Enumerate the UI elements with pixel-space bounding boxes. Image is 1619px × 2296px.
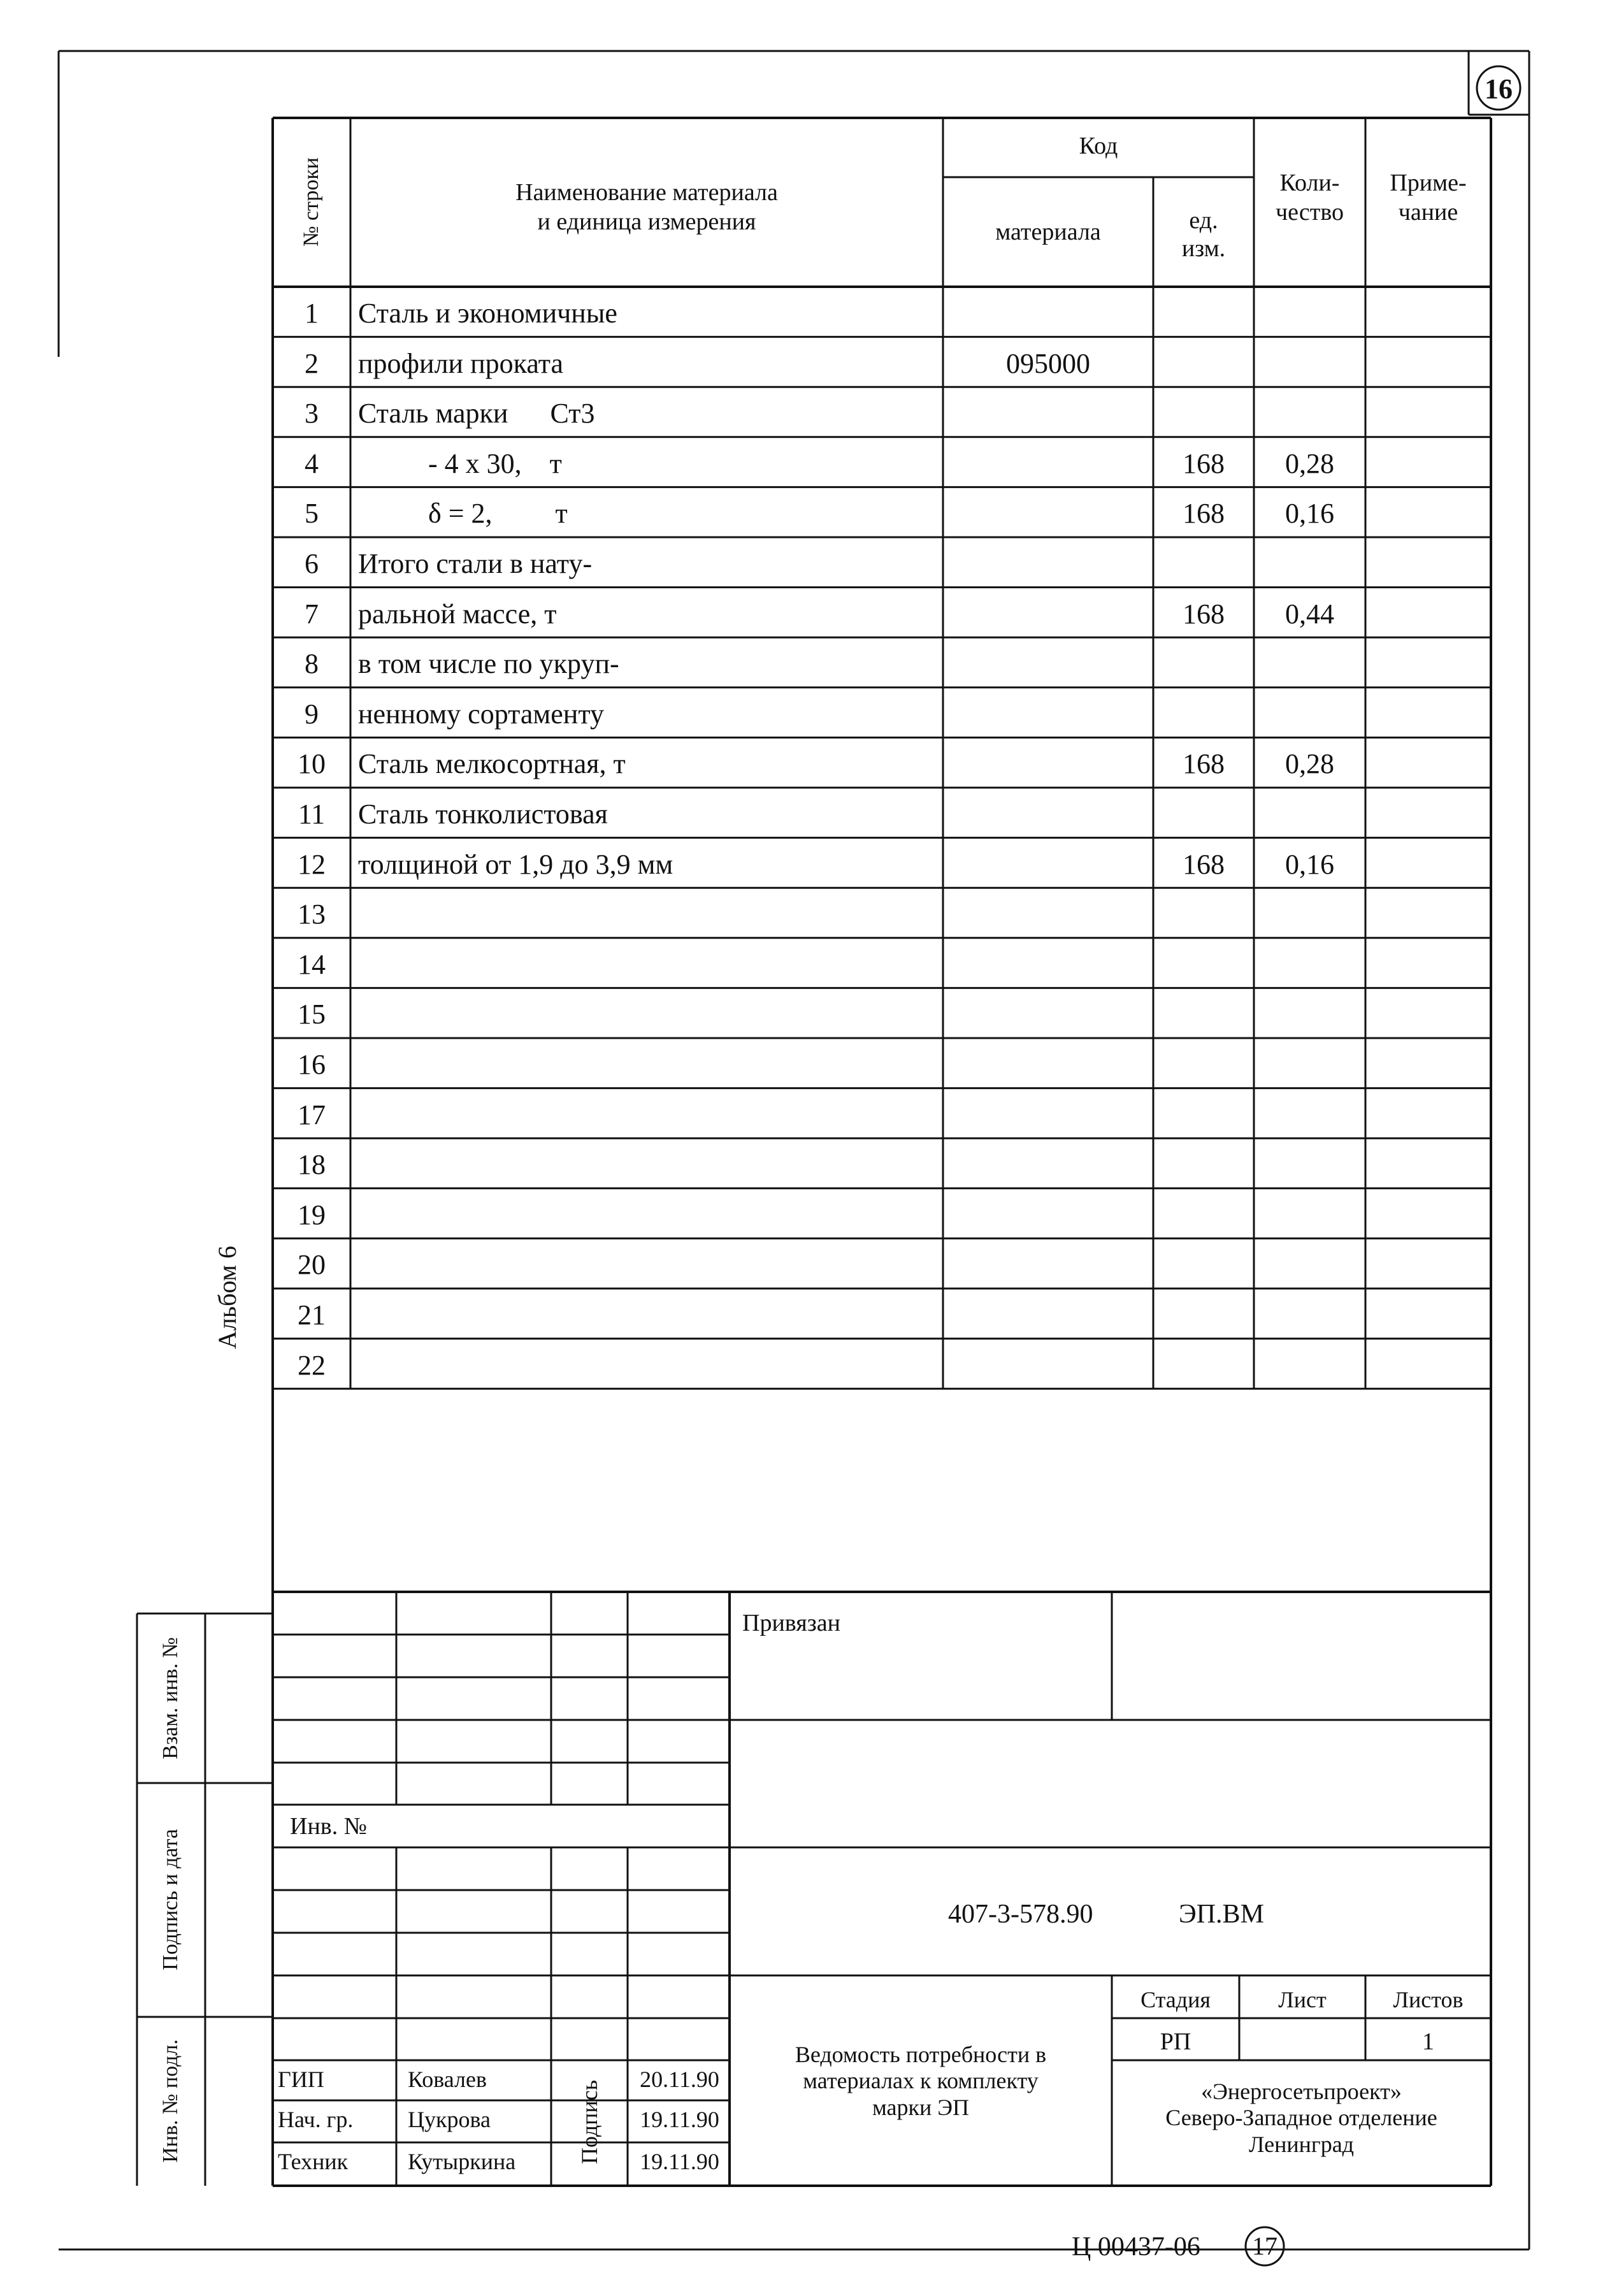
row-quantity: 0,28: [1285, 447, 1334, 479]
row-unit: 168: [1183, 598, 1225, 630]
row-name: профили проката: [358, 347, 564, 379]
header-code: Код: [1079, 133, 1118, 159]
footer-code: Ц 00437-06: [1072, 2232, 1200, 2262]
row-quantity: 0,28: [1285, 748, 1334, 780]
row-number: 22: [298, 1349, 326, 1381]
row-quantity: 0,16: [1285, 848, 1334, 880]
row-unit: 168: [1183, 498, 1225, 530]
row-number: 17: [298, 1099, 326, 1130]
row-name: Сталь мелкосортная, т: [358, 748, 626, 780]
row-number: 3: [305, 398, 319, 430]
row-name: ральной массе, т: [358, 598, 557, 630]
row-number: 6: [305, 548, 319, 579]
row-unit: 168: [1183, 848, 1225, 880]
row-name: ненному сортаменту: [358, 698, 604, 730]
row-number: 2: [305, 347, 319, 379]
footer-page-number: 17: [1252, 2232, 1277, 2260]
row-number: 18: [298, 1149, 326, 1181]
album-label: Альбом 6: [213, 1246, 241, 1349]
row-number: 7: [305, 598, 319, 630]
sheet-label: Лист: [1278, 1987, 1327, 2012]
row-name: Итого стали в нату-: [358, 548, 593, 579]
row-code: 095000: [1006, 347, 1090, 379]
side-label-inv-podl: Инв. № подл.: [158, 2039, 182, 2163]
row-number: 5: [305, 498, 319, 530]
side-label-signature-date: Подпись и дата: [158, 1829, 182, 1970]
doc-mark: ЭП.ВМ: [1179, 1900, 1264, 1929]
side-label-vzam: Взам. инв. №: [158, 1637, 182, 1759]
row-number: 16: [298, 1049, 326, 1080]
inv-no-label: Инв. №: [290, 1813, 367, 1840]
row-number: 11: [298, 798, 326, 830]
header-row-no: № строки: [299, 157, 324, 247]
organization: «Энергосетьпроект» Северо-Западное отделение Ленинград: [1165, 2079, 1437, 2157]
header-code-unit: ед. изм.: [1181, 207, 1226, 262]
row-name: Сталь марки Ст3: [358, 398, 595, 430]
person-role: Техник: [278, 2149, 349, 2174]
header-name: Наименование материала и единица измерения: [515, 179, 778, 235]
row-number: 4: [305, 447, 319, 479]
page-number: 16: [1485, 73, 1513, 105]
row-number: 12: [298, 848, 326, 880]
header-quantity: Коли- чество: [1275, 170, 1344, 226]
person-name: Кутыркина: [408, 2149, 516, 2174]
header-code-material: материала: [995, 219, 1101, 245]
header-note: Приме- чание: [1390, 170, 1467, 226]
row-name: Сталь и экономичные: [358, 298, 617, 329]
designation: 407-3-578.90: [948, 1900, 1093, 1929]
row-unit: 168: [1183, 447, 1225, 479]
person-name: Ковалев: [408, 2067, 487, 2092]
sheets-label: Листов: [1393, 1987, 1464, 2012]
row-number: 15: [298, 999, 326, 1030]
row-name: - 4 х 30, т: [358, 447, 562, 479]
row-quantity: 0,16: [1285, 498, 1334, 530]
person-role: Нач. гр.: [278, 2107, 354, 2132]
row-number: 19: [298, 1199, 326, 1231]
row-number: 10: [298, 748, 326, 780]
row-unit: 168: [1183, 748, 1225, 780]
row-number: 21: [298, 1299, 326, 1331]
row-name: δ = 2, т: [358, 498, 568, 530]
row-number: 20: [298, 1249, 326, 1281]
row-quantity: 0,44: [1285, 598, 1334, 630]
person-date: 20.11.90: [640, 2067, 719, 2092]
row-name: толщиной от 1,9 до 3,9 мм: [358, 848, 673, 880]
stage-value: РП: [1160, 2028, 1191, 2055]
person-date: 19.11.90: [640, 2107, 719, 2132]
row-number: 9: [305, 698, 319, 730]
signature-column-label: Подпись: [577, 2079, 603, 2165]
person-name: Цукрова: [408, 2107, 491, 2132]
row-number: 8: [305, 648, 319, 680]
row-number: 14: [298, 948, 326, 980]
row-name: в том числе по укруп-: [358, 648, 619, 680]
row-name: Сталь тонколистовая: [358, 798, 608, 830]
row-number: 1: [305, 298, 319, 329]
person-role: ГИП: [278, 2067, 324, 2092]
person-date: 19.11.90: [640, 2149, 719, 2174]
stage-label: Стадия: [1140, 1987, 1211, 2012]
privyazan-label: Привязан: [742, 1610, 840, 1636]
document-title: Ведомость потребности в материалах к комплекту марки ЭП: [795, 2042, 1047, 2120]
row-number: 13: [298, 899, 326, 930]
sheets-value: 1: [1422, 2028, 1434, 2055]
